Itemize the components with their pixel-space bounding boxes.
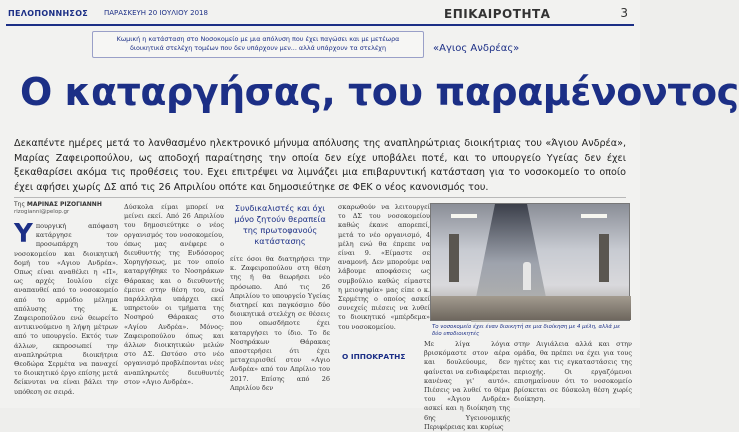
column-4-text: σκαρωθούν να λειτουργεί το ΔΣ του νοσοκομείου καθώς έκανε απορεπεί, μετά το νέο οργανισμό, 4 μέλη ενώ θα έπρεπε να είναι 9. «Είμαστε σε αναμονή. Δεν μπορούμε να λάβουμε αποφάσεις ως συμβούλιο καθώς είμαστε η μειοψηφία» μας είπε ο κ. Σερμέτης ο οποίος ασκεί συνεχείς πιέσεις να λυθεί το διοικητικό «μπέρδεμα» του νοσοκομείου. <box>338 203 430 331</box>
body-column-2 <box>124 203 224 408</box>
ceiling-light <box>581 214 607 218</box>
column-3-text: είτε όσοι θα διατηρήσει την κ. Ζαφειροπούλου στη θέση της ή θα θεωρήσει νέο πρόσωπο. Από τις 26 Απριλίου το υπουργείο Υγείας διατηρεί και παγκόσμιο δύο διοικητικά στελέχη σε θέσεις που οπωσδήποτε έχει καταργήσει το ίδιο. Το δε Νοσηράκων Θάρακας αποστερήσει ότι έχει μεταχειρισθεί στον «Αγιο Ανδρέα» από τον Απρίλιο του 2017. Επίσης από 26 Απριλίου δεν <box>230 255 330 392</box>
article-headline: Ο καταργήσας, του παραμένοντος <box>20 70 739 114</box>
ceiling-light <box>451 214 477 218</box>
dropcap: Υ <box>14 219 33 249</box>
masthead <box>6 4 634 26</box>
hospital-corridor-photo <box>430 203 630 321</box>
body-column-6 <box>424 340 510 431</box>
kicker-label: «Αγιος Ανδρέας» <box>433 43 520 54</box>
byline-author: ΜΑΡΙΝΑΣ ΡΙΖΟΓΙΑΝΝΗ <box>26 201 102 208</box>
page-number: 3 <box>620 6 628 20</box>
author-email: rizogianni@pelop.gr <box>14 209 70 215</box>
body-column-5 <box>514 340 632 408</box>
floor <box>431 296 631 320</box>
person-figure <box>523 262 531 290</box>
article-lead: Δεκαπέντε ημέρες μετά το λανθασμένο ηλεκτρονικό μήνυμα απόλυσης της αναπληρώτριας διοικήτριας του «Άγιου Ανδρέα», Μαρίας Ζαφειροπούλου, ως αποδοχή παραίτησης την οποία δεν είχε υποβάλει ποτέ, και το υπουργείο Υγείας δεν έχει ξεκαθαρίσει ακόμα τις προθέσεις του. Εχει επιτρέψει να λιμνάζει μια επιβαρυντική κατάσταση για το νοσοκομείο το οποίο έχει αφήσει χωρίς ΔΣ από τις 26 Απριλίου οπότε και δημοσιεύτηκε σε ΦΕΚ ο νέος κανονισμός του. <box>14 138 626 193</box>
column-6-text: Με λίγα λόγια βρισκόμαστε στον αέρα και δουλεύουμε, δεν φαίνεται να ενδιαφέρεται κανένας γι' αυτό». Πιέσεις να λυθεί το θέμα του «Άγιου Ανδρέα» ασκεί και η διοίκηση της 6ης Υγειονομικής Περιφέρειας και κυρίως <box>424 340 510 431</box>
column-2-text: Δύσκολα είμαι μπορεί να μείνει εκεί. Από 26 Απριλίου του δημοσιεύτηκε ο νέος οργανισμός του νοσοκομείου, όπως μας ανέφερε ο διευθυντής της Ενδόσορος Χορηγήσεως, με τον οποίο καταργήθηκε το Νοσηράκων Θάρακας και ο διευθυντής έμεινε στην θέση του, ενώ παράλληλα υπάρχει εκεί υπηρετούν οι τμήματα της Νοσηρού Θάρακας στο «Αγίου Ανδρέα». Μόνος: Ζαφειροπούλου όπως και άλλων διοικητικών μελών στο ΔΣ. Ωστόσο στο νέο οργανισμό προβλέπονται νέες αναπληρωτές διευθυντές στον «Αγιο Ανδρέα». <box>124 203 224 386</box>
body-column-3 <box>230 255 330 408</box>
newspaper-name: ΠΕΛΟΠΟΝΝΗΣΟΣ <box>8 9 89 18</box>
column-5-text: στην Αιγιάλεια αλλά και στην ομάδα, θα πρέπει να έχει για τους ηγέτες και τις εγκαταστάσεις της περιοχής. Οι εργαζόμενοι επισημαίνουν ότι το νοσοκομείο βρίσκεται σε δύσκολη θέση χωρίς διοίκηση. <box>514 340 632 404</box>
door <box>449 234 459 282</box>
door <box>599 234 609 282</box>
body-column-1 <box>14 219 118 408</box>
body-column-4 <box>338 203 430 403</box>
issue-date: ΠΑΡΑΣΚΕΥΗ 20 ΙΟΥΛΙΟΥ 2018 <box>104 9 208 17</box>
column-1-text: πουργική απόφαση κατάργησε τον προσωπάρχη του νοσοκομείου και διοικητική δομή του «Αγιου Ανδρέα». Οπως είναι αναθέλει η «Π», ως αρχές Ιουλίου είχε αναπαυθεί από το νοσοκομείο από το αρμόδιο μέλημα απόλυσης της κ. Ζαφειροπούλου ενώ θεωρείτο αντικινούμενο η λήψη μέτρων από το υπουργείο. Εκτός των άλλων, εκπροσωπεί την αναπληρώτρια διοικήτρια Θεοδώρα Σερμέτα να παναχεί το διοικητικό έργο επίσης μετά δείκνυται να είναι βάλει την υπόθεση σε σειρά. <box>14 222 118 396</box>
pull-quote-text: Συνδικαλιστές και όχι μόνο ζητούν θεραπεία της πρωτοφανούς κατάστασης <box>234 203 326 246</box>
pull-quote <box>230 203 330 251</box>
summary-quote-box: Κωμική η κατάσταση στο Νοσοκομείο με μια απόλυση που έχει παγώσει και με μετέωρα διοικητικά στελέχη τομέων που δεν υπάρχουν μεν... αλλά υπάρχουν τα στελέχη <box>92 31 424 58</box>
divider <box>14 197 626 198</box>
section-title: ΕΠΙΚΑΙΡΟΤΗΤΑ <box>444 7 551 21</box>
photo-caption: Το νοσοκομείο έχει έναν διοικητή σε μια διοίκηση με 4 μέλη, αλλά με δύο υποδιοικητές <box>432 324 621 337</box>
section-subhead: Ο ΙΠΠΟΚΡΑΤΗΣ <box>342 352 406 361</box>
byline <box>14 201 102 208</box>
byline-prefix: Της <box>14 201 27 208</box>
